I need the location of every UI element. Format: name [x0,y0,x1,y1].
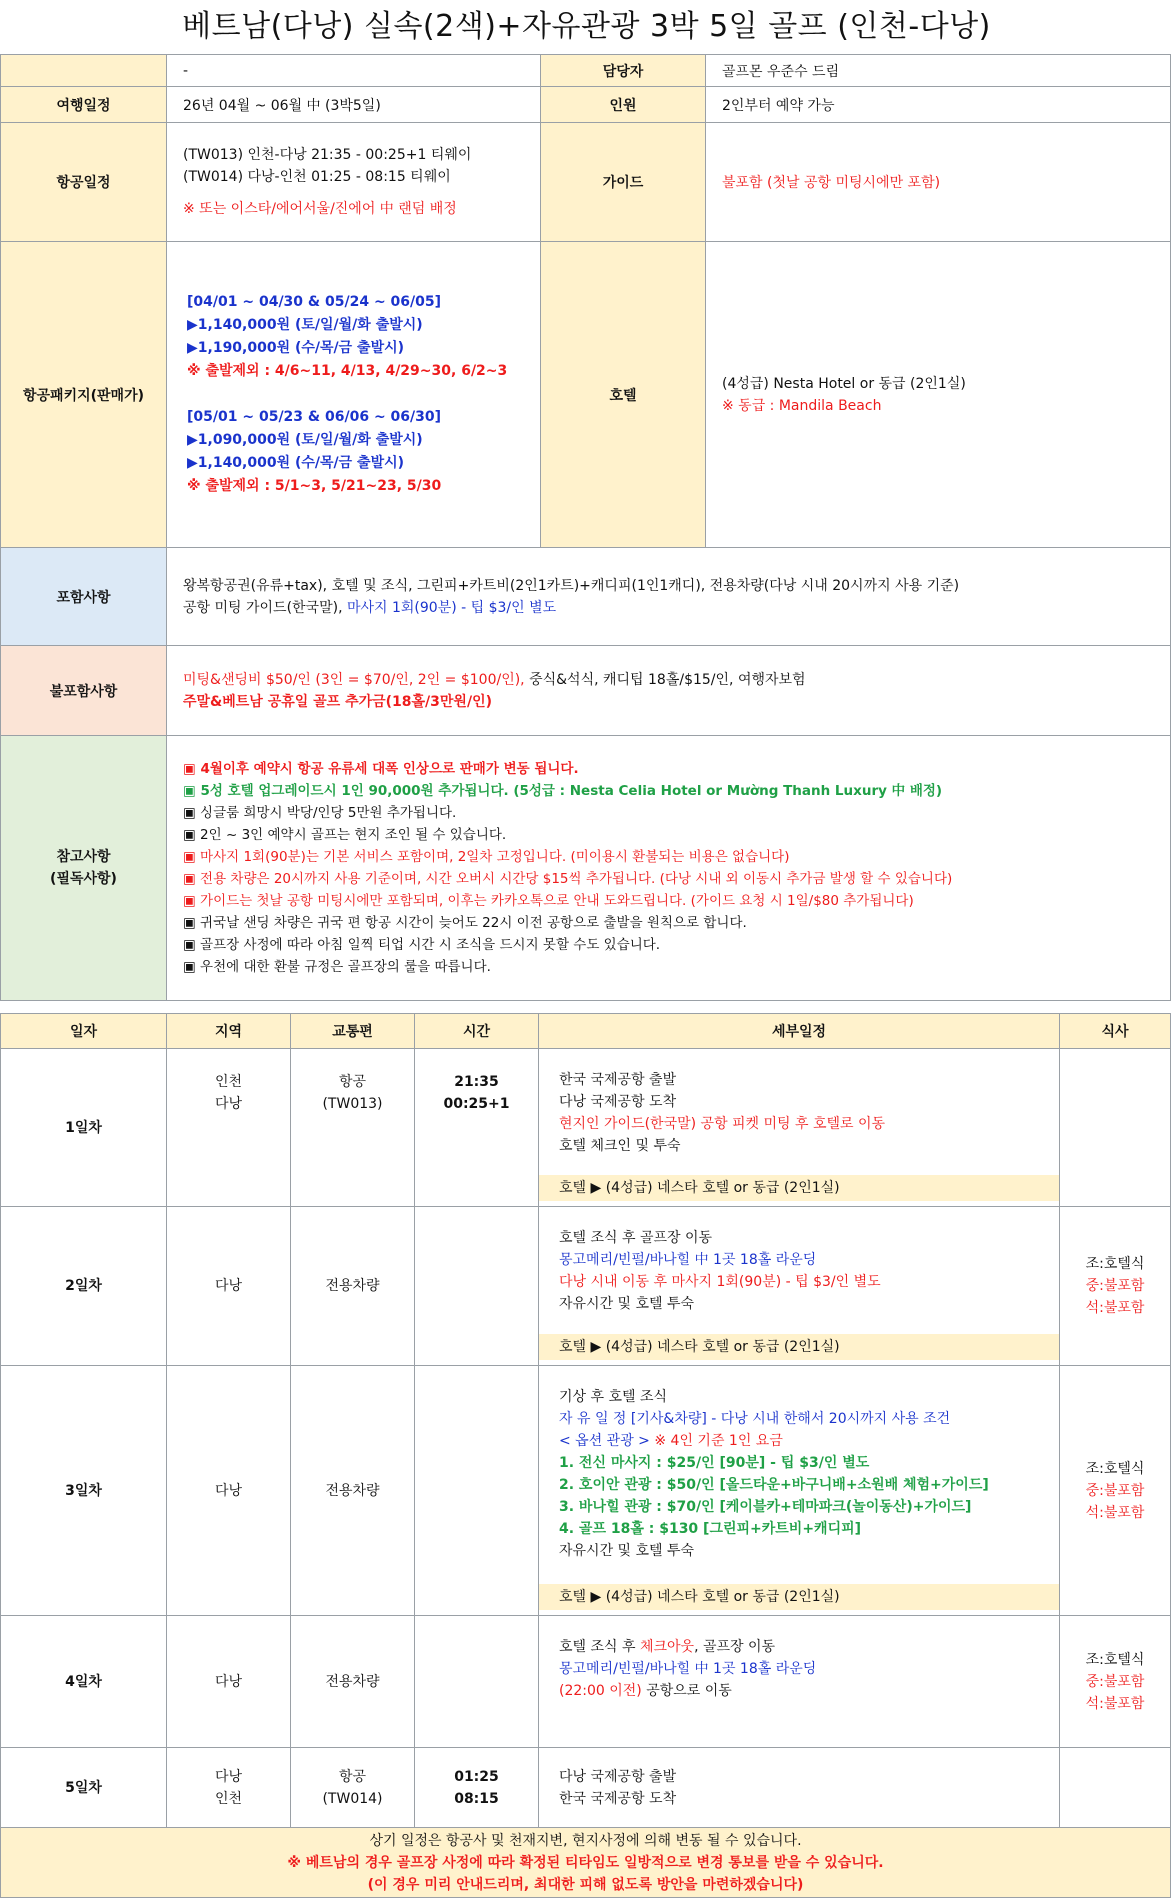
transport-line: 항공 [338,1768,367,1785]
package-price-1a: ▶1,140,000원 (토/일/월/화 출발시) [187,317,423,333]
manager-value: 골프몬 우준수 드림 [706,55,1171,87]
meal-breakfast: 조:호텔식 [1085,1256,1145,1272]
day-detail [539,1748,1060,1828]
option-line: 2. 호이안 관광 : $50/인 [올드타운+바구니배+소원배 체험+가이드] [559,1477,989,1493]
exclude-line-1a: 미팅&샌딩비 $50/인 (3인 = $70/인, 2인 = $100/인), [183,671,530,688]
hotel-label: 호텔 [541,242,706,548]
flight-value [167,123,541,242]
day-row-4 [1,1616,1171,1748]
hotel-bar: 호텔 ▶ (4성급) 네스타 호텔 or 동급 (2인1실) [539,1334,1059,1360]
detail-line: 몽고메리/빈펄/바나힐 中 1곳 18홀 라운딩 [559,1252,817,1268]
package-price-2a: ▶1,090,000원 (토/일/월/화 출발시) [187,432,423,448]
option-tour-note: ※ 4인 기준 1인 요금 [654,1433,783,1449]
detail-line: 자유시간 및 호텔 투숙 [559,1296,695,1312]
detail-line: 한국 국제공항 도착 [559,1790,677,1807]
time-line: 08:15 [454,1790,499,1807]
day-detail [539,1207,1060,1366]
day-label: 4일차 [1,1616,167,1748]
header-transport: 교통편 [291,1014,415,1049]
day-region: 다낭 [167,1616,291,1748]
footer-line-2: ※ 베트남의 경우 골프장 사정에 따라 확정된 티타임도 일방적으로 변경 통보를 받을 수 있습니다. [287,1854,884,1871]
day-row-5 [1,1748,1171,1828]
day-time [415,1207,539,1366]
package-price-2b: ▶1,140,000원 (수/목/금 출발시) [187,455,405,471]
day-meals [1060,1616,1171,1748]
detail-line: 자유시간 및 호텔 투숙 [559,1543,695,1559]
transport-line: (TW014) [322,1790,383,1807]
footer-line-1: 상기 일정은 항공사 및 천재지변, 현지사정에 의해 변동 될 수 있습니다. [369,1832,802,1849]
day-region: 다낭 [167,1207,291,1366]
package-price-1b: ▶1,190,000원 (수/목/금 출발시) [187,340,405,356]
notes-label [1,736,167,1001]
notes-label-2: (필독사항) [50,871,117,887]
package-exclude-1: ※ 출발제외 : 4/6~11, 4/13, 4/29~30, 6/2~3 [187,363,508,379]
detail-part: 호텔 조식 후 [559,1639,640,1655]
detail-line: 다낭 국제공항 출발 [559,1768,677,1785]
day-row-3 [1,1366,1171,1616]
option-line: 3. 바나힐 관광 : $70/인 [케이블카+테마파크(놀이동산)+가이드] [559,1499,972,1515]
detail-line: 한국 국제공항 출발 [559,1072,677,1088]
day-meals [1060,1748,1171,1828]
header-time: 시간 [415,1014,539,1049]
note-5: ▣ 마사지 1회(90분)는 기본 서비스 포함이며, 2일차 고정입니다. (미이용시 환불되는 비용은 없습니다) [183,849,790,865]
meal-breakfast: 조:호텔식 [1085,1460,1145,1477]
time-line: 00:25+1 [443,1096,510,1112]
footer-row [1,1828,1171,1898]
package-exclude-2: ※ 출발제외 : 5/1~3, 5/21~23, 5/30 [187,478,442,494]
exclude-label: 불포함사항 [1,646,167,736]
itinerary-table [0,1013,1171,1898]
departure-time-note: (22:00 이전) [559,1683,642,1699]
notes-list [167,736,1171,1001]
day-time [415,1366,539,1616]
detail-line: 자 유 일 정 [기사&차량] - 다낭 시내 한해서 20시까지 사용 조건 [559,1411,951,1427]
blank-label [1,55,167,87]
region-line: 인천 [214,1790,243,1807]
package-period-2: [05/01 ~ 05/23 & 06/06 ~ 06/30] [187,409,442,425]
include-line-1: 왕복항공권(유류+tax), 호텔 및 조식, 그린피+카트비(2인1카트)+캐디피(1인1캐디), 전용차량(다낭 시내 20시까지 사용 기준) [183,577,960,594]
exclude-line-1b: 중식&석식, 캐디팁 18홀/$15/인, 여행자보험 [529,671,806,688]
day-meals [1060,1207,1171,1366]
include-value [167,548,1171,646]
meal-lunch: 중:불포함 [1085,1482,1145,1499]
meal-dinner: 석:불포함 [1085,1504,1145,1521]
hotel-bar: 호텔 ▶ (4성급) 네스타 호텔 or 동급 (2인1실) [539,1175,1059,1201]
flight-label: 항공일정 [1,123,167,242]
time-line: 21:35 [454,1074,499,1090]
header-day: 일자 [1,1014,167,1049]
day-transport [291,1049,415,1207]
package-prices [167,242,541,548]
time-line: 01:25 [454,1768,499,1785]
notes-label-1: 참고사항 [56,849,111,865]
detail-part: , 골프장 이동 [694,1639,776,1655]
day-meals [1060,1366,1171,1616]
header-meals: 식사 [1060,1014,1171,1049]
meal-lunch: 중:불포함 [1085,1278,1145,1294]
flight-line-out: (TW013) 인천-다낭 21:35 - 00:25+1 티웨이 [183,147,472,163]
note-10: ▣ 우천에 대한 환불 규정은 골프장의 룰을 따릅니다. [183,959,491,975]
note-3: ▣ 싱글룸 희망시 박당/인당 5만원 추가됩니다. [183,805,457,821]
day-label: 2일차 [1,1207,167,1366]
people-label: 인원 [541,87,706,123]
day-transport: 전용차량 [291,1366,415,1616]
itinerary-header [1,1014,1171,1049]
transport-line: 항공 [338,1074,367,1090]
day-region [167,1049,291,1207]
region-line: 인천 [214,1074,243,1090]
detail-line: 호텔 체크인 및 투숙 [559,1138,681,1154]
detail-line: 호텔 조식 후 골프장 이동 [559,1230,713,1246]
hotel-name: (4성급) Nesta Hotel or 동급 (2인1실) [722,375,966,392]
flight-line-return: (TW014) 다낭-인천 01:25 - 08:15 티웨이 [183,169,451,185]
day-detail [539,1616,1060,1748]
note-1: ▣ 4월이후 예약시 항공 유류세 대폭 인상으로 판매가 변동 됩니다. [183,761,579,777]
note-7: ▣ 가이드는 첫날 공항 미팅시에만 포함되며, 이후는 카카오톡으로 안내 도와드립니다. (가이드 요청 시 1일/$80 추가됩니다) [183,893,914,909]
page-title: 베트남(다낭) 실속(2색)+자유관광 3박 5일 골프 (인천-다낭) [182,9,991,44]
day-detail [539,1366,1060,1616]
flight-note: ※ 또는 이스타/에어서울/진에어 中 랜덤 배정 [183,201,457,217]
include-line-2b: 마사지 1회(90분) - 팁 $3/인 별도 [346,599,557,616]
detail-line: 다낭 시내 이동 후 마사지 1회(90분) - 팁 $3/인 별도 [559,1274,881,1290]
detail-line: 몽고메리/빈펄/바나힐 中 1곳 18홀 라운딩 [559,1661,817,1677]
day-detail [539,1049,1060,1207]
detail-part: 공항으로 이동 [641,1683,732,1699]
guide-value: 불포함 (첫날 공항 미팅시에만 포함) [706,123,1171,242]
day-time [415,1748,539,1828]
transport-line: (TW013) [322,1096,383,1112]
checkout-text: 체크아웃 [639,1639,695,1655]
footer-notice [1,1828,1171,1898]
header-region: 지역 [167,1014,291,1049]
footer-line-3: (이 경우 미리 안내드리며, 최대한 피해 없도록 방안을 마련하겠습니다) [367,1876,804,1893]
day-region: 다낭 [167,1366,291,1616]
day-row-2 [1,1207,1171,1366]
info-table [0,54,1171,1001]
exclude-line-2: 주말&베트남 공휴일 골프 추가금(18홀/3만원/인) [183,693,492,710]
note-9: ▣ 골프장 사정에 따라 아침 일찍 티업 시간 시 조식을 드시지 못할 수도 있습니다. [183,937,661,953]
note-8: ▣ 귀국날 샌딩 차량은 귀국 편 항공 시간이 늦어도 22시 이전 공항으로 출발을 원칙으로 합니다. [183,915,747,931]
day-label: 3일차 [1,1366,167,1616]
region-line: 다낭 [214,1768,243,1785]
day-transport: 전용차량 [291,1207,415,1366]
meal-breakfast: 조:호텔식 [1085,1651,1145,1668]
option-line: 1. 전신 마사지 : $25/인 [90분] - 팁 $3/인 별도 [559,1455,870,1471]
day-meals [1060,1049,1171,1207]
detail-line: 다낭 국제공항 도착 [559,1094,677,1110]
day-region [167,1748,291,1828]
region-line: 다낭 [214,1096,243,1112]
detail-line: 현지인 가이드(한국말) 공항 피켓 미팅 후 호텔로 이동 [559,1116,886,1132]
day-label: 5일차 [1,1748,167,1828]
package-label: 항공패키지(판매가) [1,242,167,548]
exclude-value [167,646,1171,736]
guide-label: 가이드 [541,123,706,242]
note-4: ▣ 2인 ~ 3인 예약시 골프는 현지 조인 될 수 있습니다. [183,827,507,843]
meal-lunch: 중:불포함 [1085,1673,1145,1690]
people-value: 2인부터 예약 가능 [706,87,1171,123]
note-2: ▣ 5성 호텔 업그레이드시 1인 90,000원 추가됩니다. (5성급 : Nesta Celia Hotel or Mường Thanh Luxury 中 배정) [183,783,943,799]
blank-value: - [167,55,541,87]
hotel-note: ※ 동급 : Mandila Beach [722,397,882,414]
detail-line: 기상 후 호텔 조식 [559,1389,668,1405]
manager-label: 담당자 [541,55,706,87]
package-period-1: [04/01 ~ 04/30 & 05/24 ~ 06/05] [187,294,442,310]
hotel-bar: 호텔 ▶ (4성급) 네스타 호텔 or 동급 (2인1실) [539,1584,1059,1610]
include-label: 포함사항 [1,548,167,646]
option-tour-title: < 옵션 관광 > [559,1433,655,1449]
day-time [415,1616,539,1748]
day-transport: 전용차량 [291,1616,415,1748]
day-time [415,1049,539,1207]
option-line: 4. 골프 18홀 : $130 [그린피+카트비+캐디피] [559,1521,862,1537]
meal-dinner: 석:불포함 [1085,1300,1145,1316]
hotel-value [706,242,1171,548]
meal-dinner: 석:불포함 [1085,1695,1145,1712]
schedule-value: 26년 04월 ~ 06월 中 (3박5일) [167,87,541,123]
day-row-1 [1,1049,1171,1207]
schedule-label: 여행일정 [1,87,167,123]
day-transport [291,1748,415,1828]
header-detail: 세부일정 [539,1014,1060,1049]
day-label: 1일차 [1,1049,167,1207]
include-line-2a: 공항 미팅 가이드(한국말), [183,599,347,616]
note-6: ▣ 전용 차량은 20시까지 사용 기준이며, 시간 오버시 시간당 $15씩 추가됩니다. (다낭 시내 외 이동시 추가금 발생 할 수 있습니다) [183,871,953,887]
